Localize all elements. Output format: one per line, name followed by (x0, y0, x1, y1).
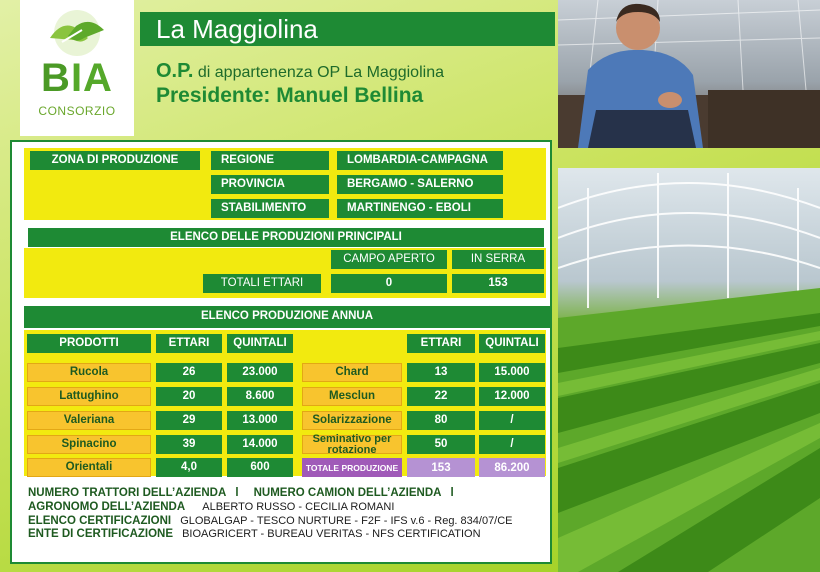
logo-wordmark: BIA (41, 56, 113, 100)
product-name: Solarizzazione (302, 411, 402, 430)
ettari-header-left: ETTARI (156, 334, 222, 353)
agronomo-label: AGRONOMO DELL’AZIENDA (28, 501, 186, 513)
principali-title: ELENCO DELLE PRODUZIONI PRINCIPALI (28, 228, 544, 247)
product-name: Orientali (27, 458, 151, 477)
product-name: Mesclun (302, 387, 402, 406)
provincia-value: BERGAMO - SALERNO (337, 175, 503, 194)
product-name: Lattughino (27, 387, 151, 406)
trattori-label: NUMERO TRATTORI DELL’AZIENDA (28, 487, 227, 499)
trattori-value: l (235, 487, 239, 499)
op-text: di appartenenza OP La Maggiolina (193, 64, 444, 81)
product-ettari: 29 (156, 411, 222, 430)
campo-aperto-value: 0 (331, 274, 447, 293)
product-ettari: 20 (156, 387, 222, 406)
quintali-header-left: QUINTALI (227, 334, 293, 353)
camion-value: l (450, 487, 454, 499)
product-name: Chard (302, 363, 402, 382)
ente-value: BIOAGRICERT - BUREAU VERITAS - NFS CERTIFICATION (182, 528, 481, 540)
product-ettari: 13 (407, 363, 475, 382)
product-name: Valeriana (27, 411, 151, 430)
totali-ettari-label: TOTALI ETTARI (203, 274, 321, 293)
certificazioni-line (28, 515, 513, 527)
agronomo-value: ALBERTO RUSSO - CECILIA ROMANI (202, 501, 395, 513)
ettari-header-right: ETTARI (407, 334, 475, 353)
page-title: La Maggiolina (156, 14, 318, 44)
agronomo-line (28, 501, 394, 513)
annua-title: ELENCO PRODUZIONE ANNUA (24, 306, 550, 328)
president-name: Presidente: Manuel Bellina (156, 84, 424, 107)
quintali-header-right: QUINTALI (479, 334, 545, 353)
totale-quintali: 86.200 (479, 458, 545, 477)
product-ettari: 50 (407, 435, 475, 454)
camion-label: NUMERO CAMION DELL’AZIENDA (253, 487, 442, 499)
handshake-logo-icon (42, 8, 112, 58)
regione-label: REGIONE (211, 151, 329, 170)
zona-label: ZONA DI PRODUZIONE (30, 151, 200, 170)
ente-label: ENTE DI CERTIFICAZIONE (28, 528, 174, 540)
prodotti-header: PRODOTTI (27, 334, 151, 353)
product-ettari: 22 (407, 387, 475, 406)
totale-produzione-label: TOTALE PRODUZIONE (302, 458, 402, 477)
greenhouse-photo (558, 168, 820, 572)
product-name: Rucola (27, 363, 151, 382)
provincia-label: PROVINCIA (211, 175, 329, 194)
greenhouse-photo-illustration (558, 168, 820, 572)
op-label: O.P. (156, 60, 194, 82)
president-photo-illustration (558, 0, 820, 148)
logo (20, 0, 134, 136)
certificazioni-label: ELENCO CERTIFICAZIONI (28, 515, 172, 527)
in-serra-header: IN SERRA (452, 250, 544, 269)
totale-ettari: 153 (407, 458, 475, 477)
product-name: Seminativo per rotazione (302, 435, 402, 454)
ente-line (28, 528, 481, 540)
product-quintali: 14.000 (227, 435, 293, 454)
product-quintali: / (479, 435, 545, 454)
product-quintali: 13.000 (227, 411, 293, 430)
product-quintali: 15.000 (479, 363, 545, 382)
product-ettari: 26 (156, 363, 222, 382)
product-quintali: 23.000 (227, 363, 293, 382)
stabilimento-label: STABILIMENTO (211, 199, 329, 218)
product-ettari: 80 (407, 411, 475, 430)
regione-value: LOMBARDIA-CAMPAGNA (337, 151, 503, 170)
op-line (156, 60, 444, 83)
logo-subtitle: CONSORZIO (38, 104, 116, 118)
product-ettari: 4,0 (156, 458, 222, 477)
product-quintali: 8.600 (227, 387, 293, 406)
campo-aperto-header: CAMPO APERTO (331, 250, 447, 269)
certificazioni-value: GLOBALGAP - TESCO NURTURE - F2F - IFS v.6 - Reg. 834/07/CE (180, 515, 513, 527)
product-name: Spinacino (27, 435, 151, 454)
product-ettari: 39 (156, 435, 222, 454)
trattori-camion-line (28, 487, 454, 499)
president-photo (558, 0, 820, 148)
product-quintali: 12.000 (479, 387, 545, 406)
product-quintali: / (479, 411, 545, 430)
product-quintali: 600 (227, 458, 293, 477)
in-serra-value: 153 (452, 274, 544, 293)
stabilimento-value: MARTINENGO - EBOLI (337, 199, 503, 218)
